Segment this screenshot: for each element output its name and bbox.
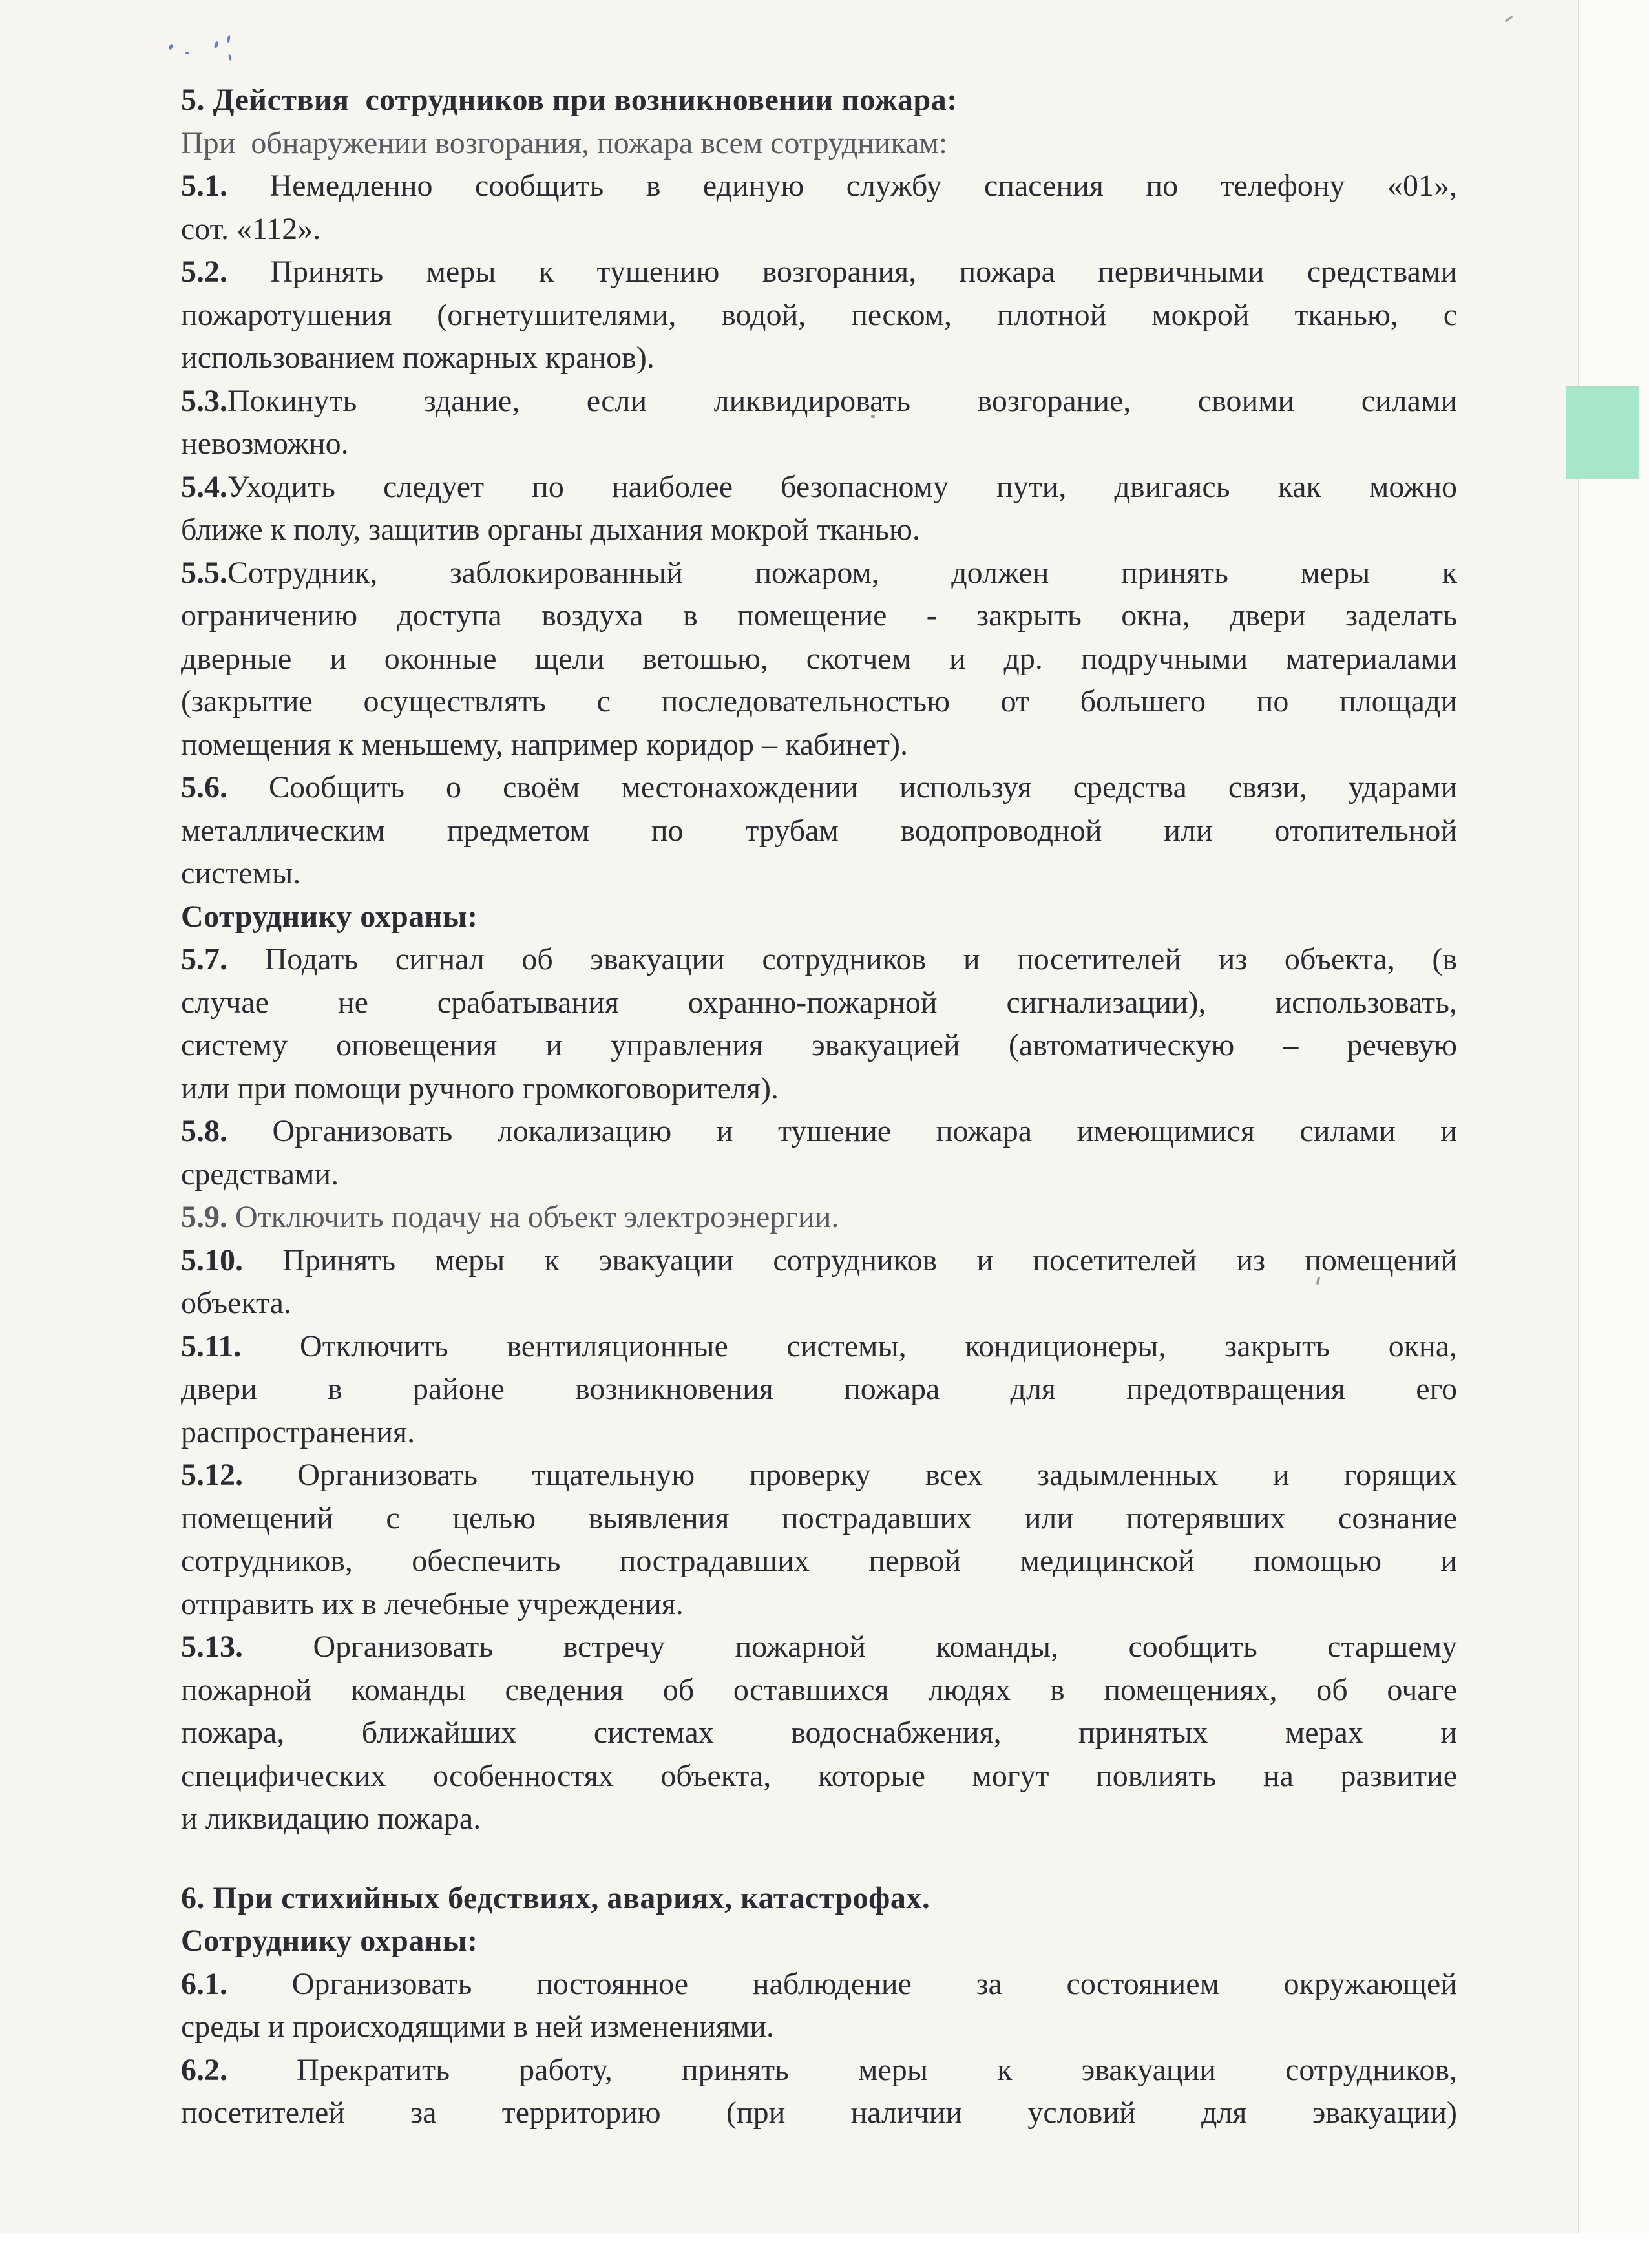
text-line	[181, 1196, 1457, 1239]
text-line	[181, 766, 1457, 810]
text-line	[181, 938, 1457, 982]
item-number: 6.2.	[181, 2052, 227, 2087]
item-number: 5.5.	[181, 555, 227, 590]
item-number: 5.3.	[181, 383, 227, 418]
text-line: невозможно.	[181, 426, 349, 461]
item-number: 5.12.	[181, 1458, 243, 1492]
text-line: объекта.	[181, 1286, 291, 1320]
text-line	[181, 1239, 1457, 1283]
text-line: металлическим предметом по трубам водопроводной или отопительной	[181, 813, 1457, 848]
text-line: При обнаружении возгорания, пожара всем сотрудникам:	[181, 125, 948, 160]
text-line: отправить их в лечебные учреждения.	[181, 1586, 684, 1621]
text-line: сот. «112».	[181, 211, 321, 246]
item-number: 5.6.	[181, 770, 227, 804]
heading-line: 6. При стихийных бедствиях, авариях, катастрофах.	[181, 1880, 930, 1915]
text-line: ближе к полу, защитив органы дыхания мокрой тканью.	[181, 512, 920, 547]
text-line: дверные и оконные щели ветошью, скотчем и др. подручными материалами	[181, 641, 1457, 676]
text-line: системы.	[181, 856, 301, 890]
line-text: Организовать постоянное наблюдение за состоянием окружающей	[227, 1966, 1457, 2001]
item-number: 5.4.	[181, 469, 227, 504]
text-block	[181, 79, 1457, 2135]
line-text: Сотрудник, заблокированный пожаром, должен принять меры к	[227, 555, 1457, 590]
text-line: случае не срабатывания охранно-пожарной сигнализации), использовать,	[181, 985, 1457, 1020]
text-line	[181, 552, 1457, 595]
item-number: 5.11.	[181, 1328, 242, 1363]
line-text: Покинуть здание, если ликвидировать возгорание, своими силами	[227, 383, 1457, 418]
line-text: Организовать встречу пожарной команды, сообщить старшему	[243, 1630, 1457, 1664]
text-line: распространения.	[181, 1414, 415, 1449]
ink-speck	[185, 52, 189, 54]
item-number: 5.9.	[181, 1200, 227, 1234]
text-line	[181, 380, 1457, 423]
item-number: 6.1.	[181, 1966, 227, 2001]
text-line	[181, 1110, 1457, 1153]
text-line	[181, 165, 1457, 208]
text-line	[181, 1963, 1457, 2006]
text-line: помещения к меньшему, например коридор – кабинет).	[181, 727, 908, 762]
line-text: Организовать локализацию и тушение пожара имеющимися силами и	[227, 1114, 1457, 1148]
line-text: Уходить следует по наиболее безопасному пути, двигаясь как можно	[227, 469, 1457, 504]
text-line	[181, 466, 1457, 509]
text-line: систему оповещения и управления эвакуацией (автоматическую – речевую	[181, 1028, 1457, 1062]
item-number: 5.8.	[181, 1114, 227, 1148]
text-line: средствами.	[181, 1157, 339, 1192]
line-text: Немедленно сообщить в единую службу спасения по телефону «01»,	[227, 169, 1457, 203]
scan-background	[1579, 0, 1649, 2233]
text-line: сотрудников, обеспечить пострадавших первой медицинской помощью и	[181, 1544, 1457, 1578]
heading-line: 5. Действия сотрудников при возникновении пожара:	[181, 83, 958, 117]
text-line: или при помощи ручного громкоговорителя).	[181, 1071, 779, 1106]
text-line: пожарной команды сведения об оставшихся людях в помещениях, об очаге	[181, 1672, 1457, 1707]
line-text: Отключить подачу на объект электроэнергии.	[227, 1200, 839, 1234]
text-line: ограничению доступа воздуха в помещение - закрыть окна, двери заделать	[181, 598, 1457, 633]
item-number: 5.1.	[181, 169, 227, 203]
text-line: пожаротушения (огнетушителями, водой, песком, плотной мокрой тканью, с	[181, 297, 1457, 332]
line-text: Прекратить работу, принять меры к эвакуации сотрудников,	[227, 2052, 1457, 2087]
text-line	[181, 1626, 1457, 1669]
sticky-tab	[1566, 386, 1639, 479]
text-line: помещений с целью выявления пострадавших или потерявших сознание	[181, 1500, 1457, 1535]
item-number: 5.13.	[181, 1630, 243, 1664]
item-number: 5.7.	[181, 942, 227, 976]
text-line	[181, 1454, 1457, 1497]
text-line: (закрытие осуществлять с последовательностью от большего по площади	[181, 684, 1457, 719]
text-line: двери в районе возникновения пожара для предотвращения его	[181, 1372, 1457, 1406]
text-line	[181, 251, 1457, 294]
line-text: Принять меры к эвакуации сотрудников и посетителей из помещений	[243, 1243, 1457, 1277]
text-line: и ликвидацию пожара.	[181, 1801, 481, 1836]
line-text: Принять меры к тушению возгорания, пожара первичными средствами	[227, 255, 1457, 289]
text-line	[181, 2049, 1457, 2092]
text-line: специфических особенностях объекта, которые могут повлиять на развитие	[181, 1758, 1457, 1793]
line-text: Отключить вентиляционные системы, кондиционеры, закрыть окна,	[241, 1328, 1457, 1363]
line-text: Организовать тщательную проверку всех задымленных и горящих	[243, 1458, 1457, 1492]
item-number: 5.10.	[181, 1243, 243, 1277]
line-text: Подать сигнал об эвакуации сотрудников и посетителей из объекта, (в	[227, 942, 1457, 976]
text-line: использованием пожарных кранов).	[181, 341, 655, 375]
text-line: посетителей за территорию (при наличии условий для эвакуации)	[181, 2095, 1457, 2130]
text-line	[181, 1325, 1457, 1369]
heading-line: Сотруднику охраны:	[181, 1924, 478, 1958]
line-text: Сообщить о своём местонахождении используя средства связи, ударами	[227, 770, 1457, 804]
item-number: 5.2.	[181, 255, 227, 289]
text-line: среды и происходящими в ней изменениями.	[181, 2010, 774, 2044]
text-line: пожара, ближайших системах водоснабжения, принятых мерах и	[181, 1716, 1457, 1750]
heading-line: Сотруднику охраны:	[181, 899, 478, 934]
